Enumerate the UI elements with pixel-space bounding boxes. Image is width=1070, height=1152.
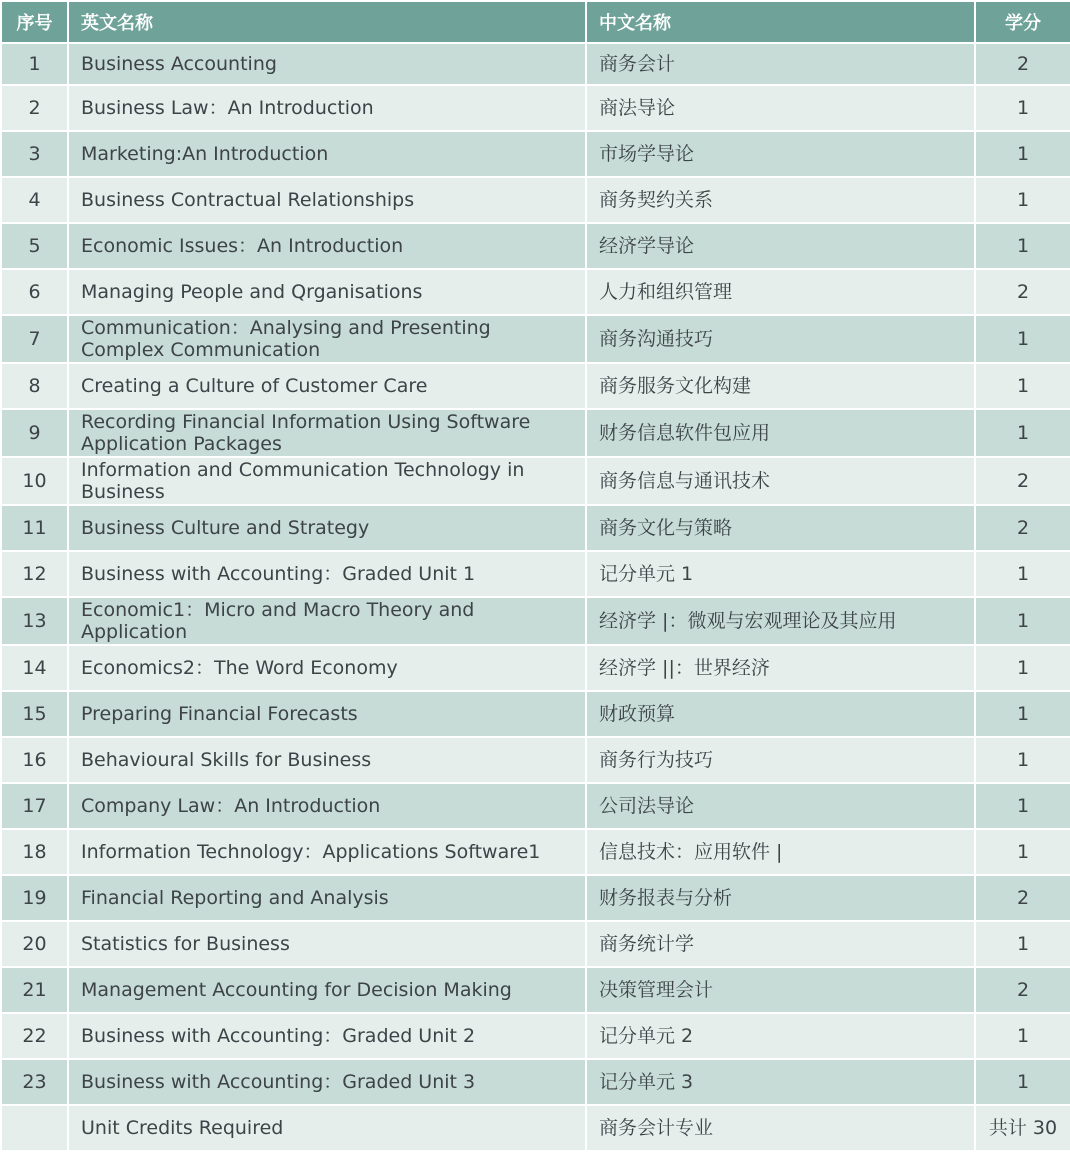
header-credits: 学分 — [975, 1, 1070, 43]
table-row — [1, 131, 1070, 177]
course-english-name: Economic1：Micro and Macro Theory and Application — [68, 597, 586, 645]
header-number: 序号 — [1, 1, 68, 43]
row-number: 15 — [1, 691, 68, 737]
course-english-name: Economics2：The Word Economy — [68, 645, 586, 691]
course-chinese-name: 市场学导论 — [586, 131, 975, 177]
row-number: 23 — [1, 1059, 68, 1105]
course-english-name: Business Accounting — [68, 43, 586, 85]
row-number: 11 — [1, 505, 68, 551]
course-english-name: Communication：Analysing and Presenting Complex Communication — [68, 315, 586, 363]
course-credits: 1 — [975, 551, 1070, 597]
row-number: 7 — [1, 315, 68, 363]
table-row — [1, 223, 1070, 269]
course-chinese-name: 财务信息软件包应用 — [586, 409, 975, 457]
row-number: 13 — [1, 597, 68, 645]
header-chinese-name: 中文名称 — [586, 1, 975, 43]
table-row — [1, 409, 1070, 457]
row-number: 1 — [1, 43, 68, 85]
course-english-name: Business Law：An Introduction — [68, 85, 586, 131]
row-number: 10 — [1, 457, 68, 505]
row-number: 12 — [1, 551, 68, 597]
header-row — [1, 1, 1070, 43]
row-number: 21 — [1, 967, 68, 1013]
row-number: 17 — [1, 783, 68, 829]
course-chinese-name: 决策管理会计 — [586, 967, 975, 1013]
course-chinese-name: 信息技术：应用软件 | — [586, 829, 975, 875]
row-number: 4 — [1, 177, 68, 223]
row-number: 19 — [1, 875, 68, 921]
course-chinese-name: 商务沟通技巧 — [586, 315, 975, 363]
total-row — [1, 1105, 1070, 1151]
course-english-name: Business Culture and Strategy — [68, 505, 586, 551]
table-body — [1, 43, 1070, 1151]
total-credits: 共计 30 — [975, 1105, 1070, 1151]
table-row — [1, 457, 1070, 505]
course-english-name: Information Technology：Applications Software1 — [68, 829, 586, 875]
table-row — [1, 967, 1070, 1013]
row-number: 16 — [1, 737, 68, 783]
table-row — [1, 737, 1070, 783]
course-credits: 1 — [975, 409, 1070, 457]
course-credits: 1 — [975, 1013, 1070, 1059]
course-credits: 2 — [975, 967, 1070, 1013]
course-english-name: Marketing:An Introduction — [68, 131, 586, 177]
course-chinese-name: 记分单元 1 — [586, 551, 975, 597]
course-english-name: Managing People and Qrganisations — [68, 269, 586, 315]
table-row — [1, 597, 1070, 645]
course-credits: 2 — [975, 875, 1070, 921]
course-english-name: Statistics for Business — [68, 921, 586, 967]
course-credits: 2 — [975, 457, 1070, 505]
course-english-name: Creating a Culture of Customer Care — [68, 363, 586, 409]
course-credits: 1 — [975, 131, 1070, 177]
row-number: 5 — [1, 223, 68, 269]
course-chinese-name: 人力和组织管理 — [586, 269, 975, 315]
course-credits: 1 — [975, 85, 1070, 131]
course-credits: 2 — [975, 43, 1070, 85]
table-row — [1, 691, 1070, 737]
course-chinese-name: 商务服务文化构建 — [586, 363, 975, 409]
course-credits: 1 — [975, 691, 1070, 737]
course-chinese-name: 商务契约关系 — [586, 177, 975, 223]
course-credits: 1 — [975, 597, 1070, 645]
course-chinese-name: 商务文化与策略 — [586, 505, 975, 551]
course-credits: 1 — [975, 1059, 1070, 1105]
table-row — [1, 783, 1070, 829]
course-credits: 1 — [975, 737, 1070, 783]
course-english-name: Business with Accounting：Graded Unit 3 — [68, 1059, 586, 1105]
table-header — [1, 1, 1070, 43]
course-english-name: Business with Accounting：Graded Unit 1 — [68, 551, 586, 597]
course-english-name: Company Law：An Introduction — [68, 783, 586, 829]
row-number: 2 — [1, 85, 68, 131]
table-row — [1, 363, 1070, 409]
table-row — [1, 177, 1070, 223]
course-english-name: Management Accounting for Decision Making — [68, 967, 586, 1013]
table-row — [1, 1013, 1070, 1059]
table-row — [1, 43, 1070, 85]
course-credits: 1 — [975, 921, 1070, 967]
table-row — [1, 551, 1070, 597]
course-chinese-name: 商务统计学 — [586, 921, 975, 967]
course-credits: 1 — [975, 177, 1070, 223]
course-chinese-name: 商法导论 — [586, 85, 975, 131]
course-english-name: Recording Financial Information Using Software Application Packages — [68, 409, 586, 457]
row-number: 20 — [1, 921, 68, 967]
course-credits: 1 — [975, 829, 1070, 875]
course-chinese-name: 商务行为技巧 — [586, 737, 975, 783]
course-english-name: Preparing Financial Forecasts — [68, 691, 586, 737]
header-english-name: 英文名称 — [68, 1, 586, 43]
course-chinese-name: 经济学 |：微观与宏观理论及其应用 — [586, 597, 975, 645]
row-number: 14 — [1, 645, 68, 691]
course-chinese-name: 公司法导论 — [586, 783, 975, 829]
course-chinese-name: 财务报表与分析 — [586, 875, 975, 921]
course-credits: 1 — [975, 783, 1070, 829]
total-label: Unit Credits Required — [68, 1105, 586, 1151]
program-name: 商务会计专业 — [586, 1105, 975, 1151]
course-credits: 1 — [975, 645, 1070, 691]
row-number: 22 — [1, 1013, 68, 1059]
table-row — [1, 875, 1070, 921]
total-row-number — [1, 1105, 68, 1151]
course-english-name: Business with Accounting：Graded Unit 2 — [68, 1013, 586, 1059]
table-row — [1, 315, 1070, 363]
course-english-name: Economic Issues：An Introduction — [68, 223, 586, 269]
table-row — [1, 505, 1070, 551]
row-number: 18 — [1, 829, 68, 875]
course-credits: 1 — [975, 223, 1070, 269]
table-row — [1, 85, 1070, 131]
table-row — [1, 829, 1070, 875]
course-chinese-name: 商务会计 — [586, 43, 975, 85]
course-credits: 2 — [975, 505, 1070, 551]
table-row — [1, 921, 1070, 967]
row-number: 3 — [1, 131, 68, 177]
course-english-name: Business Contractual Relationships — [68, 177, 586, 223]
course-chinese-name: 记分单元 2 — [586, 1013, 975, 1059]
course-credits: 2 — [975, 269, 1070, 315]
table-row — [1, 269, 1070, 315]
row-number: 6 — [1, 269, 68, 315]
course-credits: 1 — [975, 363, 1070, 409]
course-chinese-name: 商务信息与通讯技术 — [586, 457, 975, 505]
course-chinese-name: 记分单元 3 — [586, 1059, 975, 1105]
table-row — [1, 645, 1070, 691]
course-english-name: Information and Communication Technology in Business — [68, 457, 586, 505]
table-row — [1, 1059, 1070, 1105]
course-english-name: Financial Reporting and Analysis — [68, 875, 586, 921]
course-credits: 1 — [975, 315, 1070, 363]
row-number: 8 — [1, 363, 68, 409]
course-english-name: Behavioural Skills for Business — [68, 737, 586, 783]
row-number: 9 — [1, 409, 68, 457]
course-chinese-name: 财政预算 — [586, 691, 975, 737]
course-chinese-name: 经济学导论 — [586, 223, 975, 269]
course-chinese-name: 经济学 ||：世界经济 — [586, 645, 975, 691]
